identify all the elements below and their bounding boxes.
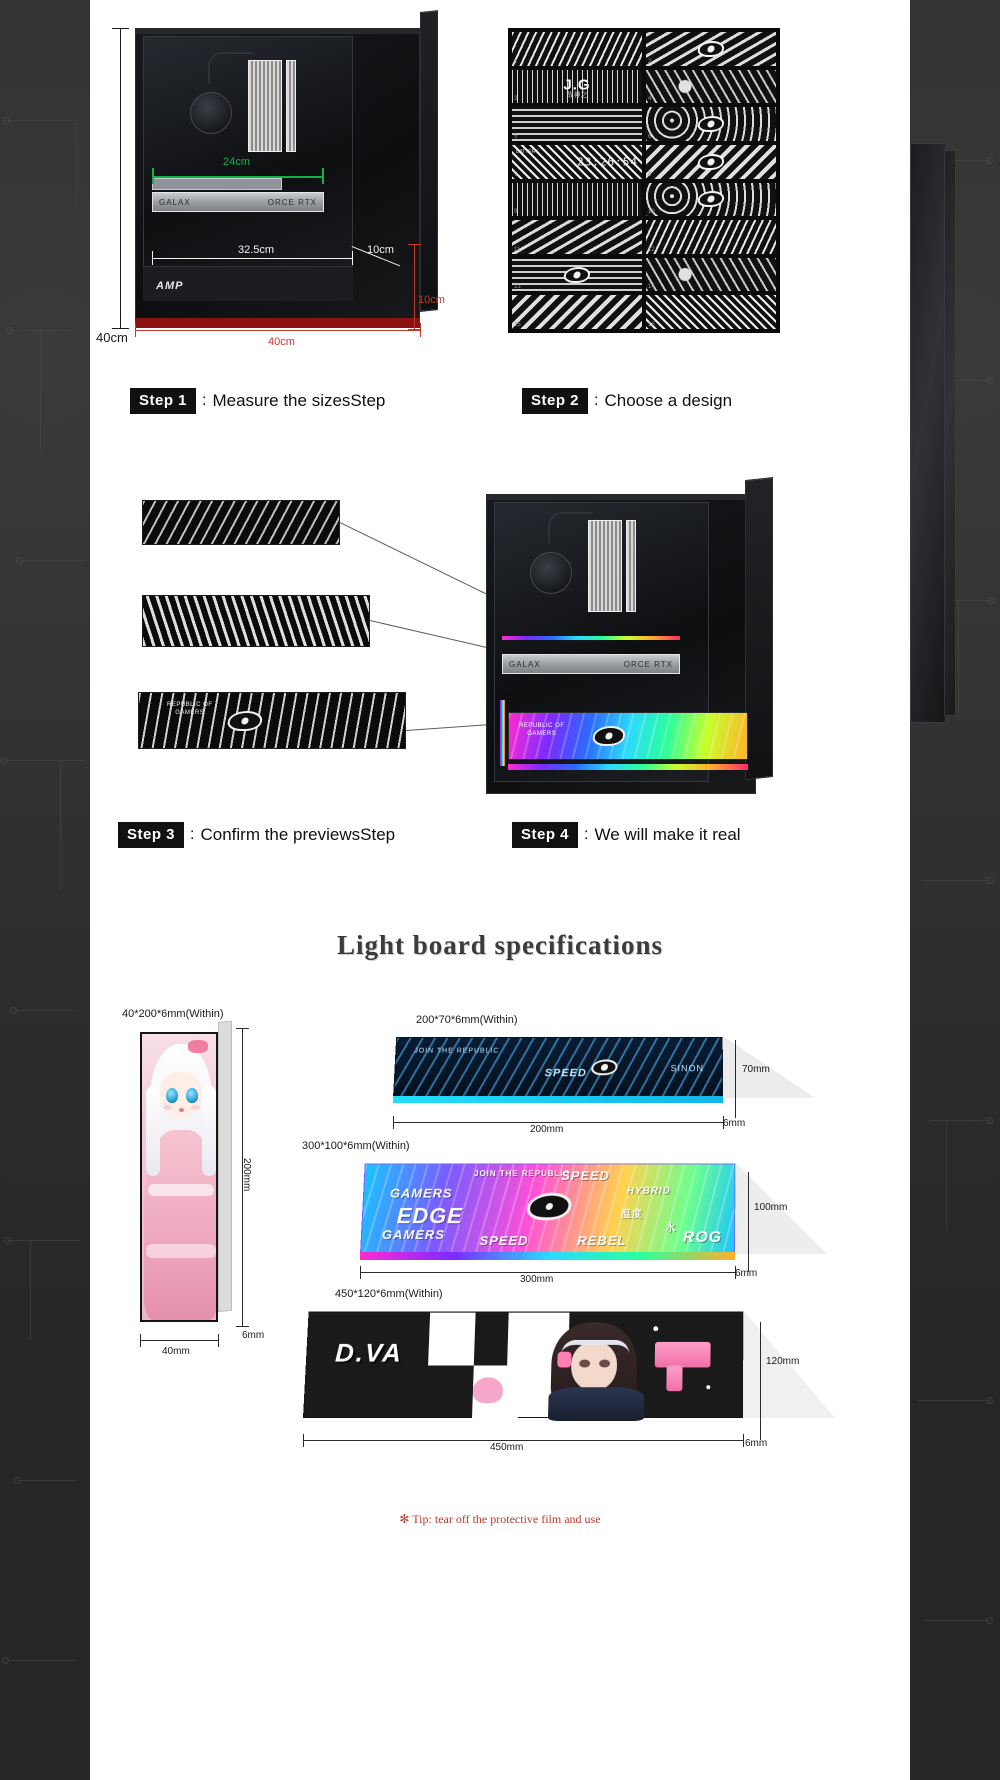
step-3-colon: : bbox=[190, 826, 195, 843]
anime-hair-strand-right bbox=[202, 1086, 216, 1176]
republic-of-line: REPUBLIC OF bbox=[167, 702, 213, 708]
board-3-word-edge: EDGE bbox=[396, 1203, 464, 1229]
dva-checker-1 bbox=[428, 1313, 476, 1366]
step-1-row bbox=[130, 388, 385, 414]
board-2-width-tick-left bbox=[393, 1116, 394, 1129]
design-option-number: 9 bbox=[514, 209, 518, 216]
anime-dress-frill-2 bbox=[146, 1244, 216, 1258]
document-sheet bbox=[90, 0, 910, 1780]
gamers-line: GAMERS bbox=[527, 731, 557, 737]
rog-logo-icon bbox=[696, 154, 725, 170]
board-3-word-cn-water: 水 bbox=[665, 1223, 677, 1235]
gpu-width-dimension-line bbox=[152, 176, 324, 178]
design-option-number: 12 bbox=[648, 246, 655, 253]
circuit-pattern-left bbox=[0, 0, 90, 1780]
radiator-tube-preview bbox=[548, 512, 593, 544]
pc-case-depth-slab bbox=[420, 10, 438, 312]
republic-of-line: REPUBLIC OF bbox=[519, 723, 565, 729]
anime-cheek-right bbox=[191, 1105, 200, 1110]
board-2-width-label: 200mm bbox=[530, 1124, 564, 1135]
design-option[interactable] bbox=[512, 258, 642, 292]
design-option-number: 4 bbox=[648, 96, 652, 103]
case-width-label: 40cm bbox=[268, 336, 295, 348]
board-3-word-hybrid: HYBRID bbox=[626, 1185, 671, 1197]
design-catalog-sheet[interactable] bbox=[508, 28, 780, 333]
step-4-caption: We will make it real bbox=[594, 825, 741, 844]
design-option-number: 15 bbox=[514, 322, 521, 328]
rog-logo-icon bbox=[524, 1193, 574, 1221]
step-1-colon: : bbox=[202, 392, 207, 409]
anime-dress-frill bbox=[148, 1184, 214, 1196]
gpu-model-label: ORCE RTX bbox=[267, 197, 317, 207]
cpu-radiator-secondary-preview bbox=[626, 520, 636, 612]
design-option-number: 13 bbox=[514, 284, 521, 291]
dva-star-2 bbox=[706, 1385, 710, 1389]
case-height-tick-top bbox=[112, 28, 129, 29]
rgb-vertical-strip bbox=[500, 700, 505, 766]
case-side-dimension-line bbox=[414, 244, 415, 329]
gpu-width-label: 24cm bbox=[223, 156, 250, 168]
board-4-width-dim-line bbox=[303, 1440, 743, 1441]
gamers-line: GAMERS bbox=[175, 710, 205, 716]
rog-logo-icon bbox=[591, 726, 627, 746]
design-option[interactable] bbox=[512, 183, 642, 217]
gpu-card bbox=[152, 192, 324, 212]
design-option[interactable] bbox=[512, 295, 642, 329]
case-side-tick-top bbox=[408, 244, 421, 245]
preview-strip-2[interactable] bbox=[142, 595, 370, 647]
board-3-width-tick-left bbox=[360, 1266, 361, 1279]
preview-strip-3[interactable] bbox=[138, 692, 406, 749]
design-lcd-time: 23:26:54 bbox=[577, 155, 638, 169]
radiator-tube bbox=[208, 52, 253, 84]
design-option-number: 2 bbox=[648, 58, 652, 65]
case-height-dimension-line bbox=[120, 28, 121, 328]
step-4-colon: : bbox=[584, 826, 589, 843]
psu-amp-logo: AMP bbox=[156, 280, 184, 292]
design-option-number: 16 bbox=[648, 322, 655, 328]
board-4-height-label: 120mm bbox=[766, 1356, 800, 1367]
dva-star-1 bbox=[653, 1326, 658, 1331]
rog-logo-icon bbox=[590, 1059, 619, 1075]
design-option[interactable] bbox=[512, 145, 642, 179]
board-1-height-tick-top bbox=[236, 1028, 249, 1029]
gpu-dim-tick-left bbox=[152, 168, 154, 184]
anime-cheek-left bbox=[163, 1105, 172, 1110]
case-width-tick-right bbox=[420, 323, 421, 337]
anime-bow bbox=[188, 1040, 208, 1053]
rog-logo-icon bbox=[696, 41, 725, 57]
design-option-number: 6 bbox=[648, 133, 652, 140]
design-option[interactable] bbox=[646, 220, 776, 254]
board-4-height-dim-line bbox=[760, 1322, 761, 1440]
board-3-word-cn-temp: 温度 bbox=[620, 1209, 643, 1221]
board-3-word-speed-top: SPEED bbox=[560, 1168, 610, 1183]
pc-case-top-preview bbox=[486, 494, 756, 500]
design-option[interactable] bbox=[646, 32, 776, 66]
board-3-width-dim-line bbox=[360, 1272, 735, 1273]
board-1-width-tick-left bbox=[140, 1334, 141, 1347]
design-option[interactable] bbox=[512, 32, 642, 66]
board-2-height-dim-line bbox=[735, 1040, 736, 1118]
board-blue-tuf[interactable] bbox=[393, 1037, 723, 1098]
dva-headset-ear bbox=[557, 1352, 571, 1368]
design-option[interactable] bbox=[512, 107, 642, 141]
anime-mouth bbox=[179, 1108, 184, 1112]
case-height-label: 40cm bbox=[96, 330, 128, 345]
board-rgb-gamers[interactable] bbox=[360, 1163, 736, 1254]
pc-case-top bbox=[135, 28, 420, 34]
cpu-radiator bbox=[248, 60, 282, 152]
board-1-thickness-label: 6mm bbox=[242, 1330, 265, 1341]
board-2-word-sinon: SINON bbox=[670, 1063, 704, 1074]
board-1-width-tick-right bbox=[218, 1334, 219, 1347]
step-4-badge: Step 4 bbox=[512, 822, 578, 848]
preview-strip-1[interactable] bbox=[142, 500, 340, 545]
dva-title-text: D.VA bbox=[334, 1338, 404, 1368]
board-3-width-label: 300mm bbox=[520, 1274, 554, 1285]
design-jg-text: J.G bbox=[563, 76, 591, 94]
board-2-height-label: 70mm bbox=[742, 1064, 770, 1075]
depth-tick-left bbox=[152, 251, 153, 265]
board-anime-tall[interactable] bbox=[140, 1032, 218, 1322]
dva-gun bbox=[655, 1342, 711, 1368]
board-3-size-label: 300*100*6mm(Within) bbox=[302, 1140, 410, 1152]
rgb-bottom-strip bbox=[508, 764, 748, 770]
board-rgb-edge-glow bbox=[360, 1252, 735, 1260]
design-option[interactable] bbox=[646, 107, 776, 141]
board-3-word-rog: ROG bbox=[682, 1229, 723, 1247]
design-option-number: 3 bbox=[514, 96, 518, 103]
dva-suit bbox=[548, 1387, 645, 1421]
step-2-badge: Step 2 bbox=[522, 388, 588, 414]
tip-text: ✻ Tip: tear off the protective film and use bbox=[399, 1512, 601, 1526]
board-3-word-gamers-bottom: GAMERS bbox=[381, 1227, 446, 1243]
case-height-tick-bottom bbox=[112, 328, 129, 329]
design-option-number: 1 bbox=[514, 58, 518, 65]
board-2-size-label: 200*70*6mm(Within) bbox=[416, 1014, 518, 1026]
board-1-height-label: 200mm bbox=[241, 1158, 252, 1192]
board-4-width-tick-left bbox=[303, 1434, 304, 1447]
board-dva[interactable] bbox=[303, 1312, 743, 1418]
dva-headset bbox=[562, 1340, 630, 1354]
installed-board-republic-label bbox=[519, 722, 565, 738]
step-2-row bbox=[522, 388, 732, 414]
design-jg-subtext: 战神之 bbox=[566, 91, 588, 99]
preview-strip-3-republic-label bbox=[167, 701, 213, 717]
design-option[interactable] bbox=[512, 220, 642, 254]
design-option-number: 14 bbox=[648, 284, 655, 291]
anime-eye-right bbox=[186, 1088, 198, 1103]
cpu-radiator-secondary bbox=[286, 60, 296, 152]
board-3-word-join: JOIN THE REPUBLIC bbox=[473, 1169, 571, 1179]
anime-hair-strand bbox=[146, 1086, 160, 1176]
board-1-width-dim-line bbox=[140, 1340, 218, 1341]
board-2-thickness-label: 6mm bbox=[723, 1118, 746, 1129]
depth-dimension-line bbox=[152, 258, 352, 259]
floating-glass-panel bbox=[910, 143, 946, 723]
design-option-number: 7 bbox=[514, 171, 518, 178]
floating-glass-panel-edge bbox=[944, 150, 956, 716]
board-2-width-dim-line bbox=[393, 1122, 723, 1123]
step-3-caption: Confirm the previewsStep bbox=[200, 825, 396, 844]
design-option[interactable] bbox=[646, 183, 776, 217]
case-base-accent bbox=[135, 318, 420, 328]
board-anime-side-face bbox=[218, 1021, 232, 1312]
board-blue-edge-glow bbox=[393, 1096, 723, 1103]
case-side-tick-bottom bbox=[408, 329, 421, 330]
gpu-model-label-preview: ORCE RTX bbox=[623, 659, 673, 669]
board-3-thickness-label: 6mm bbox=[735, 1268, 758, 1279]
board-4-size-label: 450*120*6mm(Within) bbox=[335, 1288, 443, 1300]
specifications-title: Light board specifications bbox=[336, 930, 664, 960]
dva-gun-grip bbox=[666, 1366, 682, 1392]
depth-tick-right bbox=[352, 251, 353, 265]
step-1-badge: Step 1 bbox=[130, 388, 196, 414]
rog-logo-icon bbox=[696, 191, 725, 207]
case-fan bbox=[190, 92, 232, 134]
design-option[interactable] bbox=[646, 70, 776, 104]
gpu-dim-tick-right bbox=[322, 168, 324, 184]
step-2-caption: Choose a design bbox=[604, 391, 733, 410]
depth-label: 32.5cm bbox=[238, 244, 275, 256]
anime-eye-left bbox=[166, 1088, 178, 1103]
step-3-row bbox=[118, 822, 395, 848]
rgb-light-board-installed bbox=[508, 712, 748, 760]
board-4-width-tick-right bbox=[743, 1434, 744, 1447]
step-4-row bbox=[512, 822, 741, 848]
pc-case-depth-slab-preview bbox=[745, 477, 773, 780]
board-3-height-dim-line bbox=[748, 1172, 749, 1272]
board-1-size-label: 40*200*6mm(Within) bbox=[122, 1008, 224, 1020]
board-4-width-label: 450mm bbox=[490, 1442, 524, 1453]
case-fan-preview bbox=[530, 552, 572, 594]
gpu-card-preview bbox=[502, 654, 680, 674]
board-3-word-speed-bottom: SPEED bbox=[479, 1233, 529, 1249]
diagonal-label: 10cm bbox=[367, 244, 394, 256]
rgb-accent-strip bbox=[502, 636, 680, 640]
connector-line-1 bbox=[340, 522, 489, 595]
design-option[interactable] bbox=[646, 258, 776, 292]
design-option-number: 11 bbox=[514, 246, 521, 253]
case-side-label: 10cm bbox=[418, 294, 445, 306]
left-background-panel bbox=[0, 0, 90, 1780]
step-3-badge: Step 3 bbox=[118, 822, 184, 848]
dva-bunny-logo bbox=[473, 1377, 504, 1403]
rog-logo-icon bbox=[562, 267, 591, 283]
step-1-caption: Measure the sizesStep bbox=[212, 391, 386, 410]
design-option-number: 8 bbox=[648, 171, 652, 178]
case-width-tick-left bbox=[135, 323, 136, 337]
design-option[interactable] bbox=[646, 295, 776, 329]
cpu-radiator-preview bbox=[588, 520, 622, 612]
board-2-word-join: JOIN THE REPUBLIC bbox=[414, 1047, 500, 1055]
board-1-height-tick-bottom bbox=[236, 1326, 249, 1327]
step-2-colon: : bbox=[594, 392, 599, 409]
board-4-thickness-label: 6mm bbox=[745, 1438, 768, 1449]
rog-logo-icon bbox=[696, 116, 725, 132]
design-battery-label: BATTERY bbox=[516, 148, 539, 155]
gpu-bracket bbox=[152, 178, 282, 190]
gpu-brand-label: GALAX bbox=[159, 197, 191, 207]
board-1-width-label: 40mm bbox=[162, 1346, 190, 1357]
case-width-dimension-line bbox=[135, 330, 420, 331]
design-option-number: 5 bbox=[514, 133, 518, 140]
gpu-brand-label-preview: GALAX bbox=[509, 659, 541, 669]
design-option-number: 10 bbox=[648, 209, 655, 216]
board-3-word-rebel: REBEL bbox=[577, 1233, 627, 1249]
board-2-word-speed: SPEED bbox=[544, 1067, 587, 1080]
design-option[interactable] bbox=[646, 145, 776, 179]
board-3-height-label: 100mm bbox=[754, 1202, 788, 1213]
design-option[interactable] bbox=[512, 70, 642, 104]
rog-logo-icon bbox=[226, 711, 264, 731]
board-3-word-gamers-top: GAMERS bbox=[389, 1185, 453, 1201]
